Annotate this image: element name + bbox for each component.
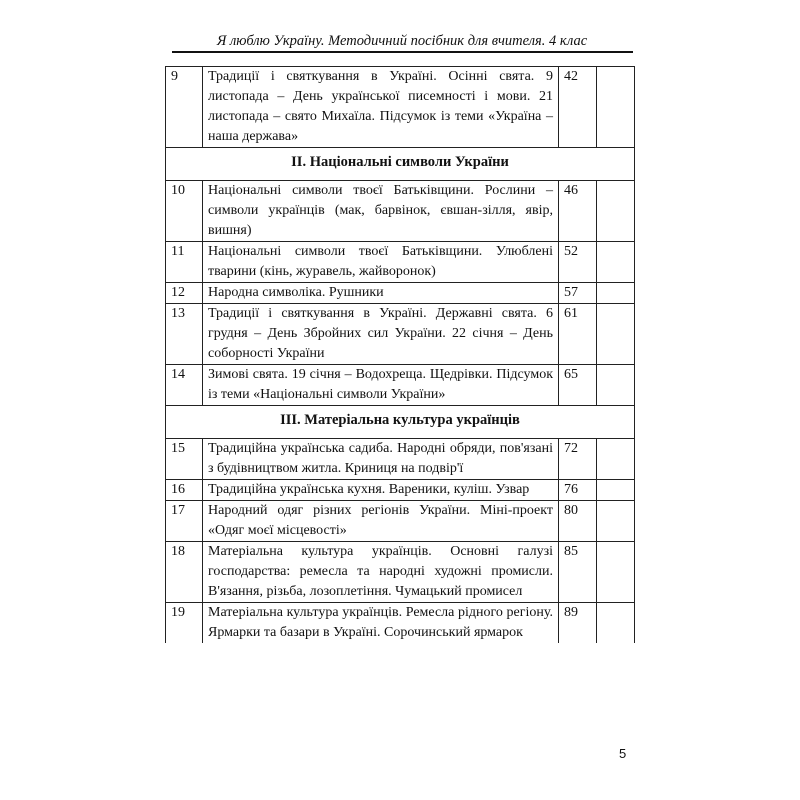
empty-cell (597, 242, 635, 283)
empty-cell (597, 67, 635, 148)
contents-table (165, 66, 635, 643)
table-row (166, 365, 635, 406)
lesson-number: 11 (166, 242, 203, 283)
lesson-topic: Народна символіка. Рушники (203, 283, 559, 304)
empty-cell (597, 542, 635, 603)
lesson-page: 85 (559, 542, 597, 603)
lesson-number: 13 (166, 304, 203, 365)
table-row (166, 304, 635, 365)
lesson-topic: Зимові свята. 19 січня – Водохреща. Щедрівки. Підсумок із теми «Національні символи України» (203, 365, 559, 406)
page-number: 5 (619, 746, 627, 761)
lesson-topic: Традиції і святкування в Україні. Державні свята. 6 грудня – День Збройних сил України. 22 січня – День соборності України (203, 304, 559, 365)
table-row (166, 283, 635, 304)
section-title: ІІ. Національні символи України (166, 148, 635, 181)
table-row (166, 181, 635, 242)
table-row (166, 480, 635, 501)
lesson-topic: Традиційна українська садиба. Народні обряди, пов'язані з будівництвом житла. Криниця на подвір'ї (203, 439, 559, 480)
lesson-number: 14 (166, 365, 203, 406)
lesson-page: 89 (559, 603, 597, 644)
lesson-number: 16 (166, 480, 203, 501)
empty-cell (597, 480, 635, 501)
table-row (166, 439, 635, 480)
lesson-number: 19 (166, 603, 203, 644)
lesson-number: 9 (166, 67, 203, 148)
table-row (166, 67, 635, 148)
lesson-topic: Матеріальна культура українців. Основні галузі господарства: ремесла та народні художні промисли. В'язання, різьба, лозоплетіння. Чумацький промисел (203, 542, 559, 603)
lesson-page: 80 (559, 501, 597, 542)
lesson-topic: Народний одяг різних регіонів України. Міні-проект «Одяг моєї місцевості» (203, 501, 559, 542)
empty-cell (597, 365, 635, 406)
section-row (166, 148, 635, 181)
lesson-page: 57 (559, 283, 597, 304)
empty-cell (597, 439, 635, 480)
running-header: Я люблю Україну. Методичний посібник для вчителя. 4 клас (216, 33, 588, 49)
section-row (166, 406, 635, 439)
lesson-topic: Національні символи твоєї Батьківщини. Рослини – символи українців (мак, барвінок, євшан-зілля, явір, вишня) (203, 181, 559, 242)
lesson-page: 61 (559, 304, 597, 365)
lesson-page: 52 (559, 242, 597, 283)
header-rule (172, 51, 633, 53)
lesson-topic: Традиційна українська кухня. Вареники, куліш. Узвар (203, 480, 559, 501)
lesson-page: 76 (559, 480, 597, 501)
lesson-number: 12 (166, 283, 203, 304)
table-row (166, 501, 635, 542)
empty-cell (597, 304, 635, 365)
lesson-topic: Національні символи твоєї Батьківщини. Улюблені тварини (кінь, журавель, жайворонок) (203, 242, 559, 283)
lesson-page: 42 (559, 67, 597, 148)
lesson-page: 65 (559, 365, 597, 406)
table-row (166, 242, 635, 283)
table-row (166, 603, 635, 644)
lesson-number: 10 (166, 181, 203, 242)
lesson-page: 46 (559, 181, 597, 242)
lesson-page: 72 (559, 439, 597, 480)
empty-cell (597, 283, 635, 304)
empty-cell (597, 603, 635, 644)
section-title: ІІІ. Матеріальна культура українців (166, 406, 635, 439)
empty-cell (597, 501, 635, 542)
lesson-number: 18 (166, 542, 203, 603)
lesson-topic: Традиції і святкування в Україні. Осінні свята. 9 листопада – День української писемності і мови. 21 листопада – свято Михаїла. Підсумок із теми «Україна – наша держава» (203, 67, 559, 148)
empty-cell (597, 181, 635, 242)
lesson-number: 15 (166, 439, 203, 480)
table-row (166, 542, 635, 603)
lesson-topic: Матеріальна культура українців. Ремесла рідного регіону. Ярмарки та базари в Україні. Сорочинський ярмарок (203, 603, 559, 644)
lesson-number: 17 (166, 501, 203, 542)
